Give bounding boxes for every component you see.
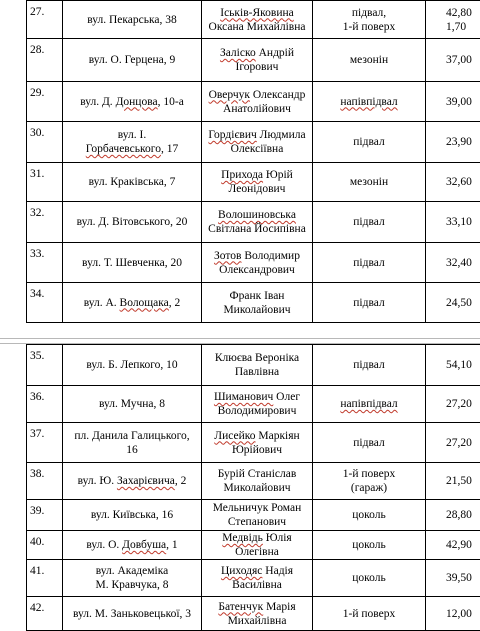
area-cell [426,122,480,163]
premises-type-cell [313,386,426,423]
area-line: 39,00 [446,95,480,109]
area-line: 39,50 [446,571,480,585]
name-line: Олегівна [204,545,310,559]
name-line: Медвідь Юлія [204,531,310,545]
type-line: підвал [315,296,423,310]
tenant-name-cell [202,597,313,631]
address-cell: вул. Мучна, 8 [63,386,202,423]
type-line: підвал [315,358,423,372]
document-page-bottom [26,344,480,631]
type-line: підвал [315,135,423,149]
premises-type-cell [313,163,426,202]
premises-type-cell [313,202,426,243]
type-line: 1-й поверх [315,20,423,34]
name-line: Степанович [204,515,310,529]
type-line: мезонін [315,175,423,189]
type-line: підвал [315,215,423,229]
area-cell [426,386,480,423]
tenant-name-cell [202,122,313,163]
area-line: 24,50 [446,296,480,310]
area-line: 42,90 [446,538,480,552]
name-line: Володимирович [204,404,310,418]
row-number: 32. [27,202,63,243]
address-cell: вул. Пекарська, 38 [63,1,202,39]
table-row [27,531,480,560]
premises-type-cell [313,243,426,283]
tenant-name-cell [202,463,313,500]
address-cell: вул. Академіка М. Кравчука, 8 [63,560,202,597]
name-line: Ігорович [204,60,310,74]
tenant-name-cell [202,386,313,423]
table-row [27,202,480,243]
type-line: напівпідвал [315,95,423,109]
name-line: Бурій Станіслав [204,467,310,481]
type-line: (гараж) [315,481,423,495]
area-cell [426,202,480,243]
area-cell [426,463,480,500]
table-row [27,82,480,122]
area-cell [426,423,480,463]
premises-type-cell [313,463,426,500]
area-cell [426,163,480,202]
tenant-name-cell [202,423,313,463]
premises-type-cell [313,531,426,560]
name-line: Заліско Андрій [204,46,310,60]
row-number: 41. [27,560,63,597]
name-line: Франк Іван [204,289,310,303]
table-row [27,560,480,597]
area-line: 32,60 [446,175,480,189]
name-line: Оверчук Олександр [204,88,310,102]
address-cell: вул. Краківська, 7 [63,163,202,202]
address-cell: вул. А. Волощака, 2 [63,283,202,323]
row-number: 35. [27,345,63,386]
row-number: 28. [27,39,63,82]
area-line: 42,80 [446,6,480,20]
row-number: 31. [27,163,63,202]
tenant-name-cell [202,163,313,202]
name-line: Гордієвич Людмила [204,128,310,142]
table-row [27,345,480,386]
tenant-name-cell [202,345,313,386]
area-line: 12,00 [446,607,480,621]
name-line: Клюєва Вероніка [204,351,310,365]
type-line: цоколь [315,508,423,522]
area-cell [426,531,480,560]
address-cell: вул. О. Герцена, 9 [63,39,202,82]
type-line: напівпідвал [315,397,423,411]
area-line: 27,20 [446,436,480,450]
row-number: 39. [27,500,63,531]
type-line: 1-й поверх [315,607,423,621]
premises-type-cell [313,283,426,323]
name-line: Лисейко Маркіян [204,429,310,443]
name-line: Анатолійович [204,102,310,116]
type-line: підвал [315,256,423,270]
area-line: 54,10 [446,358,480,372]
table-row [27,597,480,631]
address-cell: вул. Д. Вітовського, 20 [63,202,202,243]
area-line: 32,40 [446,256,480,270]
type-line: 1-й поверх [315,467,423,481]
name-line: Василівна [204,578,310,592]
name-line: Юрійович [204,443,310,457]
type-line: цоколь [315,538,423,552]
premises-table-top [26,0,480,323]
address-cell: вул. Б. Лепкого, 10 [63,345,202,386]
row-number: 37. [27,423,63,463]
premises-type-cell [313,560,426,597]
address-cell: вул. Д. Донцова, 10-а [63,82,202,122]
table-row [27,386,480,423]
address-cell: вул. Київська, 16 [63,500,202,531]
row-number: 36. [27,386,63,423]
row-number: 42. [27,597,63,631]
area-cell [426,82,480,122]
tenant-name-cell [202,202,313,243]
premises-type-cell [313,597,426,631]
address-cell: вул. М. Заньковецької, 3 [63,597,202,631]
row-number: 34. [27,283,63,323]
name-line: Миколайович [204,481,310,495]
area-cell [426,39,480,82]
row-number: 38. [27,463,63,500]
table-row [27,423,480,463]
premises-type-cell [313,39,426,82]
document-page-top [26,0,480,323]
name-line: Оксана Михайлівна [204,20,310,34]
address-cell: вул. І. Горбачевського, 17 [63,122,202,163]
tenant-name-cell [202,82,313,122]
tenant-name-cell [202,283,313,323]
table-row [27,463,480,500]
name-line: Олександрович [204,263,310,277]
area-cell [426,1,480,39]
area-line: 1,70 [446,20,480,34]
name-line: Леонідович [204,182,310,196]
row-number: 30. [27,122,63,163]
premises-type-cell [313,82,426,122]
table-row [27,283,480,323]
premises-type-cell [313,122,426,163]
name-line: Світлана Йосипівна [204,222,310,236]
name-line: Мельничук Роман [204,501,310,515]
name-line: Батенчук Марія [204,600,310,614]
name-line: Волошиновська [204,208,310,222]
table-row [27,500,480,531]
area-cell [426,500,480,531]
area-line: 37,00 [446,53,480,67]
tenant-name-cell [202,243,313,283]
type-line: підвал [315,436,423,450]
tenant-name-cell [202,531,313,560]
tenant-name-cell [202,560,313,597]
name-line: Михайлівна [204,614,310,628]
row-number: 27. [27,1,63,39]
premises-type-cell [313,500,426,531]
area-line: 27,20 [446,397,480,411]
name-line: Шиманович Олег [204,390,310,404]
row-number: 29. [27,82,63,122]
area-cell [426,345,480,386]
type-line: мезонін [315,53,423,67]
tenant-name-cell [202,500,313,531]
address-cell: вул. Ю. Захарієвича, 2 [63,463,202,500]
name-line: Прихода Юрій [204,168,310,182]
premises-type-cell [313,1,426,39]
row-number: 40. [27,531,63,560]
area-line: 23,90 [446,135,480,149]
area-line: 28,80 [446,508,480,522]
name-line: Миколайович [204,303,310,317]
area-line: 21,50 [446,474,480,488]
area-cell [426,597,480,631]
tenant-name-cell [202,1,313,39]
name-line: Іськів-Яковина [204,6,310,20]
table-row [27,243,480,283]
area-cell [426,560,480,597]
name-line: Циходяс Надія [204,564,310,578]
area-cell [426,243,480,283]
tenant-name-cell [202,39,313,82]
area-line: 33,10 [446,215,480,229]
row-number: 33. [27,243,63,283]
address-cell: пл. Данила Галицького, 16 [63,423,202,463]
name-line: Павлівна [204,365,310,379]
address-cell: вул. О. Довбуша, 1 [63,531,202,560]
premises-table-bottom [26,344,480,631]
area-cell [426,283,480,323]
name-line: Зотов Володимир [204,249,310,263]
address-cell: вул. Т. Шевченка, 20 [63,243,202,283]
premises-type-cell [313,345,426,386]
type-line: цоколь [315,571,423,585]
name-line: Олексіївна [204,142,310,156]
table-row [27,122,480,163]
table-row [27,163,480,202]
table-row [27,39,480,82]
premises-type-cell [313,423,426,463]
table-row [27,1,480,39]
type-line: підвал, [315,6,423,20]
